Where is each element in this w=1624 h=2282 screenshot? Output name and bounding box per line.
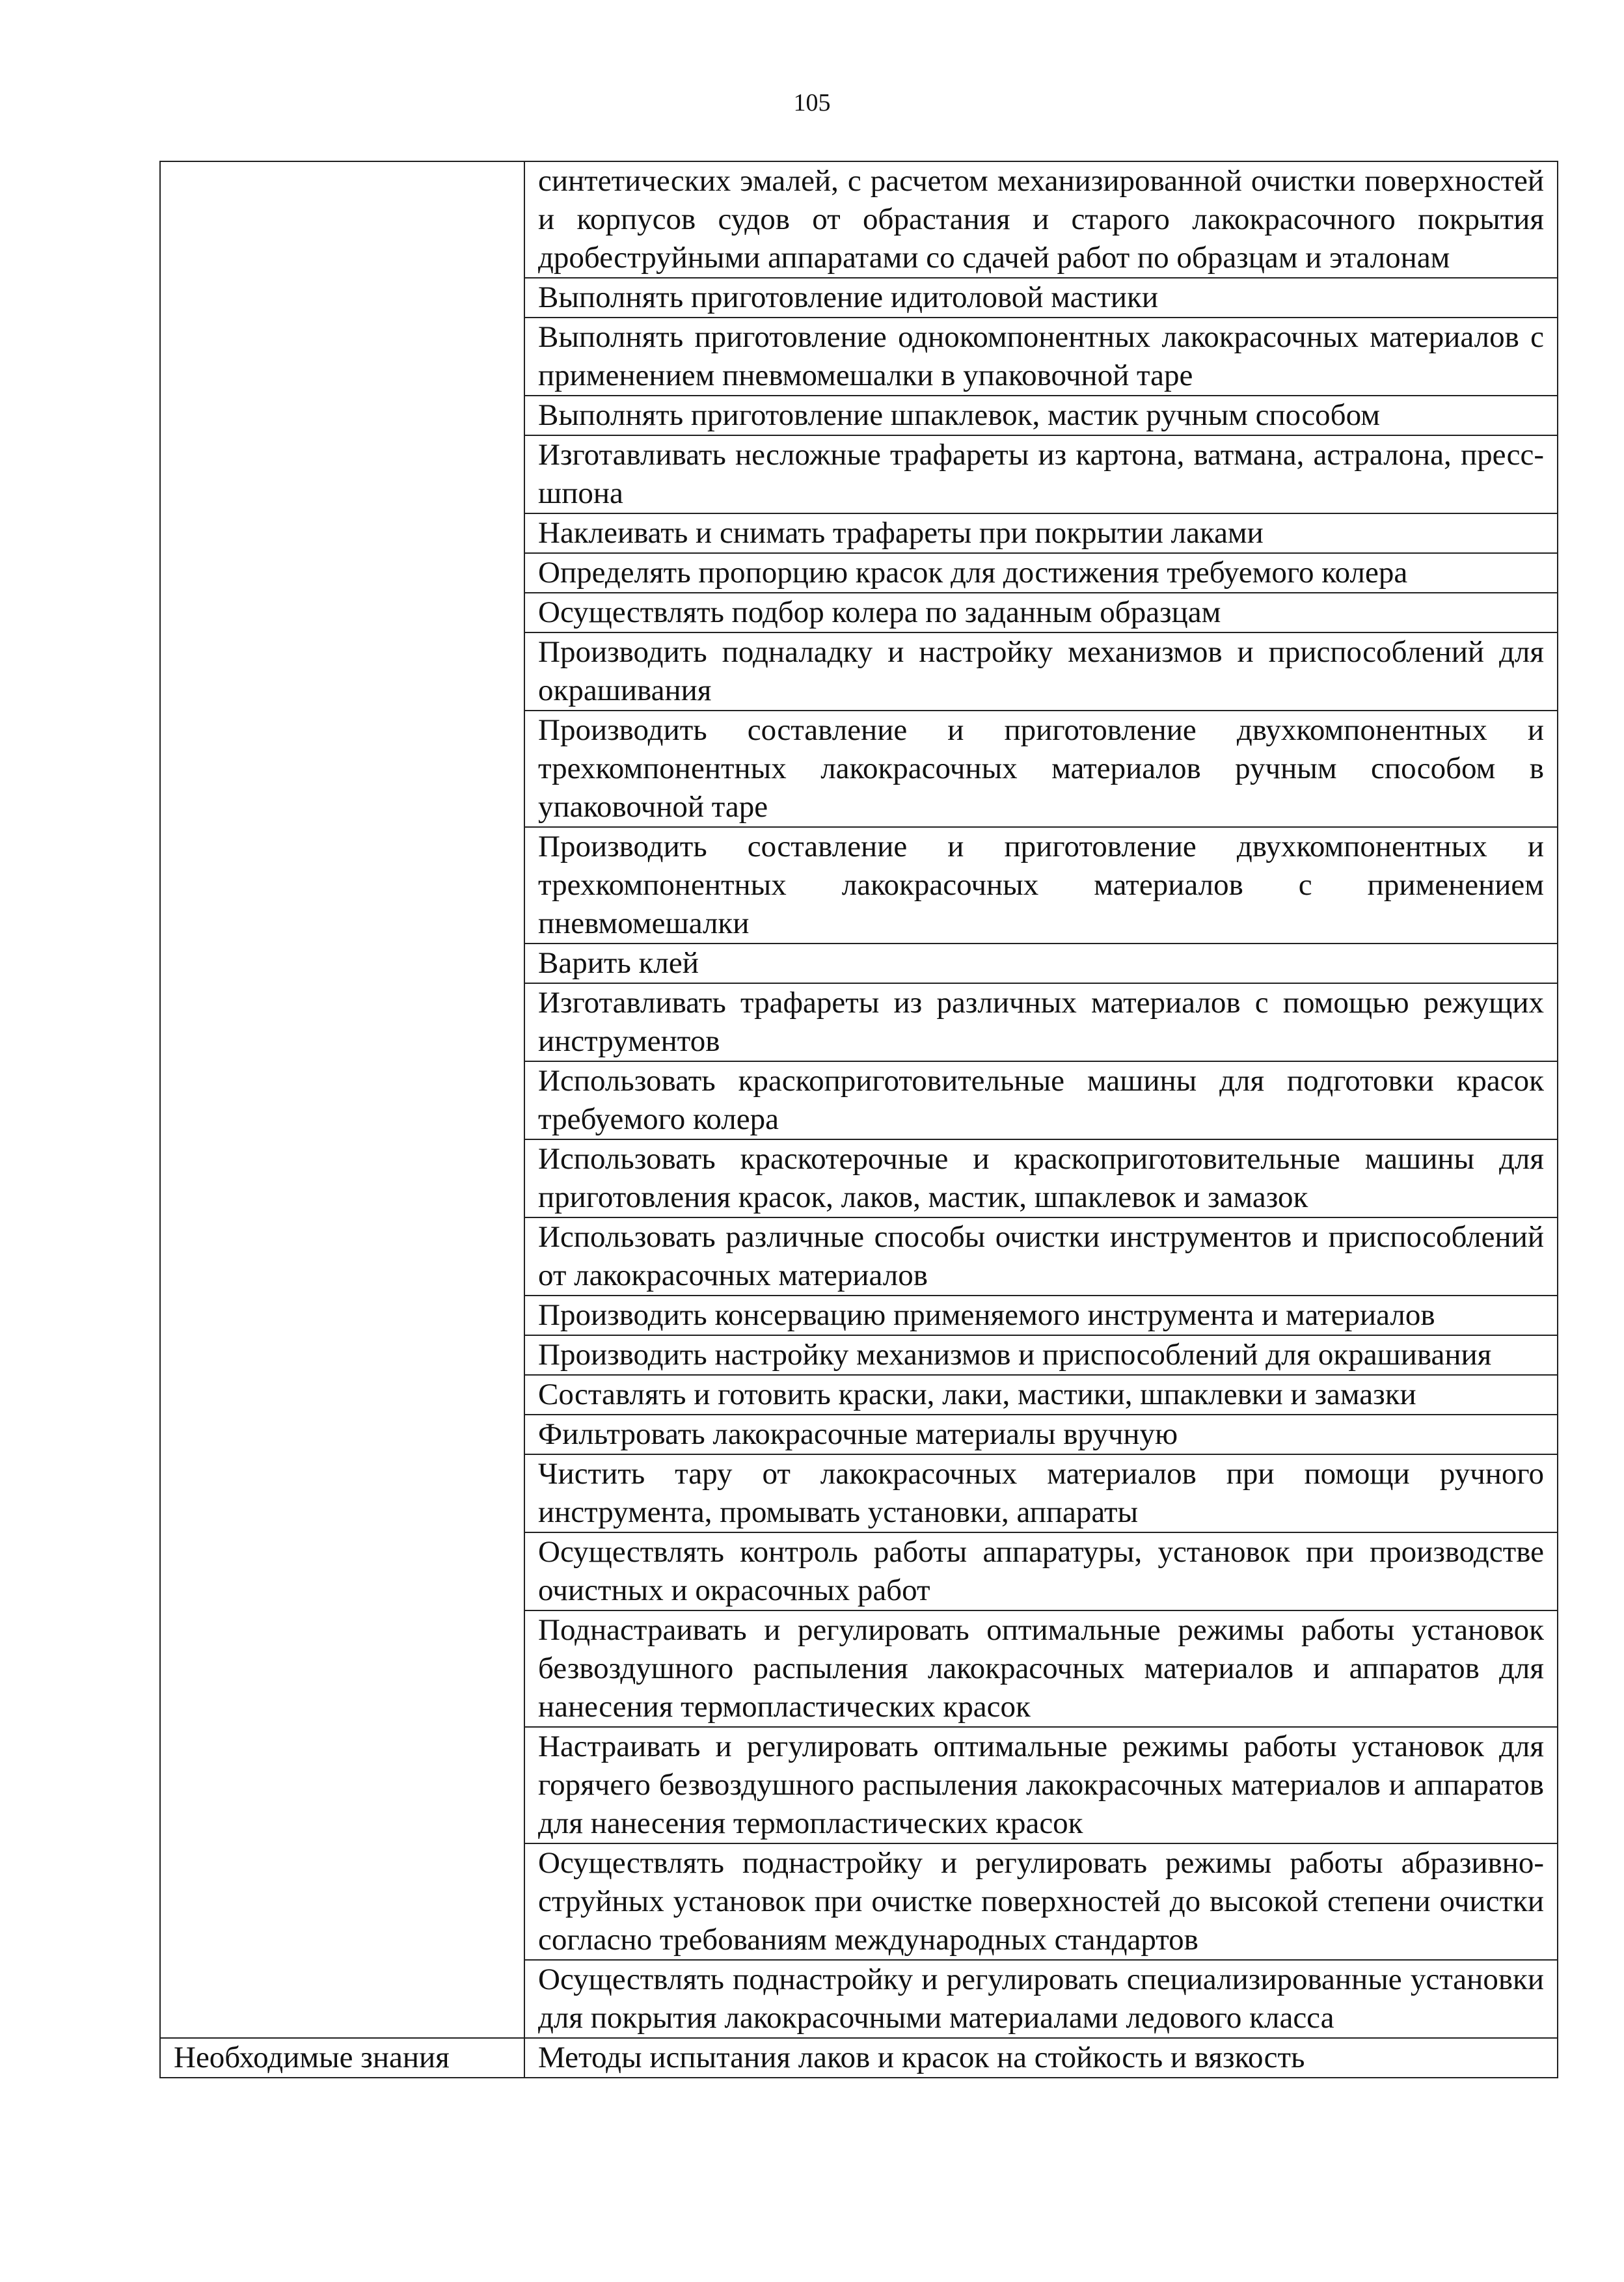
skill-cell: Фильтровать лакокрасочные материалы вручную — [524, 1415, 1558, 1454]
skill-cell: Поднастраивать и регулировать оптимальные режимы работы установок безвоздушного распыления лакокрасочных материалов и аппаратов для нанесения термопластических красок — [524, 1610, 1558, 1727]
skill-cell: Осуществлять поднастройку и регулировать специализированные установки для покрытия лакокрасочными материалами ледового класса — [524, 1960, 1558, 2038]
skill-cell: Изготавливать несложные трафареты из картона, ватмана, астралона, пресс-шпона — [524, 435, 1558, 513]
skill-cell: Производить составление и приготовление двухкомпонентных и трехкомпонентных лакокрасочных материалов с применением пневмомешалки — [524, 827, 1558, 944]
skill-cell: Производить подналадку и настройку механизмов и приспособлений для окрашивания — [524, 632, 1558, 711]
skill-cell: Выполнять приготовление идитоловой мастики — [524, 278, 1558, 318]
skill-cell: Изготавливать трафареты из различных материалов с помощью режущих инструментов — [524, 983, 1558, 1061]
skill-cell: Варить клей — [524, 944, 1558, 983]
knowledge-label: Необходимые знания — [160, 2038, 524, 2078]
skill-cell: Чистить тару от лакокрасочных материалов при помощи ручного инструмента, промывать установки, аппараты — [524, 1454, 1558, 1532]
skill-cell: Осуществлять контроль работы аппаратуры, установок при производстве очистных и окрасочных работ — [524, 1532, 1558, 1610]
skill-cell: Осуществлять поднастройку и регулировать режимы работы абразивно-струйных установок при очистке поверхностей до высокой степени очистки согласно требованиям международных стандартов — [524, 1843, 1558, 1960]
table-row — [160, 161, 1558, 278]
skill-cell: Настраивать и регулировать оптимальные режимы работы установок для горячего безвоздушного распыления лакокрасочных материалов и аппаратов для нанесения термопластических красок — [524, 1727, 1558, 1843]
skill-cell: Определять пропорцию красок для достижения требуемого колера — [524, 553, 1558, 593]
skill-cell: Выполнять приготовление однокомпонентных лакокрасочных материалов с применением пневмомешалки в упаковочной таре — [524, 318, 1558, 396]
requirements-table — [159, 161, 1558, 2078]
skill-cell: синтетических эмалей, с расчетом механизированной очистки поверхностей и корпусов судов от обрастания и старого лакокрасочного покрытия дробеструйными аппаратами со сдачей работ по образцам и эталонам — [524, 161, 1558, 278]
knowledge-cell: Методы испытания лаков и красок на стойкость и вязкость — [524, 2038, 1558, 2078]
skill-cell: Использовать различные способы очистки инструментов и приспособлений от лакокрасочных материалов — [524, 1217, 1558, 1296]
skill-cell: Производить составление и приготовление двухкомпонентных и трехкомпонентных лакокрасочных материалов ручным способом в упаковочной таре — [524, 711, 1558, 827]
skill-cell: Производить консервацию применяемого инструмента и материалов — [524, 1296, 1558, 1335]
page-number: 105 — [793, 89, 831, 116]
skill-cell: Осуществлять подбор колера по заданным образцам — [524, 593, 1558, 632]
skill-cell: Наклеивать и снимать трафареты при покрытии лаками — [524, 513, 1558, 553]
skill-cell: Выполнять приготовление шпаклевок, мастик ручным способом — [524, 396, 1558, 435]
skill-cell: Использовать краскотерочные и краскоприготовительные машины для приготовления красок, лаков, мастик, шпаклевок и замазок — [524, 1139, 1558, 1217]
skill-cell: Производить настройку механизмов и приспособлений для окрашивания — [524, 1335, 1558, 1375]
skill-cell: Составлять и готовить краски, лаки, мастики, шпаклевки и замазки — [524, 1375, 1558, 1415]
skill-cell: Использовать краскоприготовительные машины для подготовки красок требуемого колера — [524, 1061, 1558, 1139]
table-row — [160, 2038, 1558, 2078]
skills-label-cell — [160, 161, 524, 2038]
